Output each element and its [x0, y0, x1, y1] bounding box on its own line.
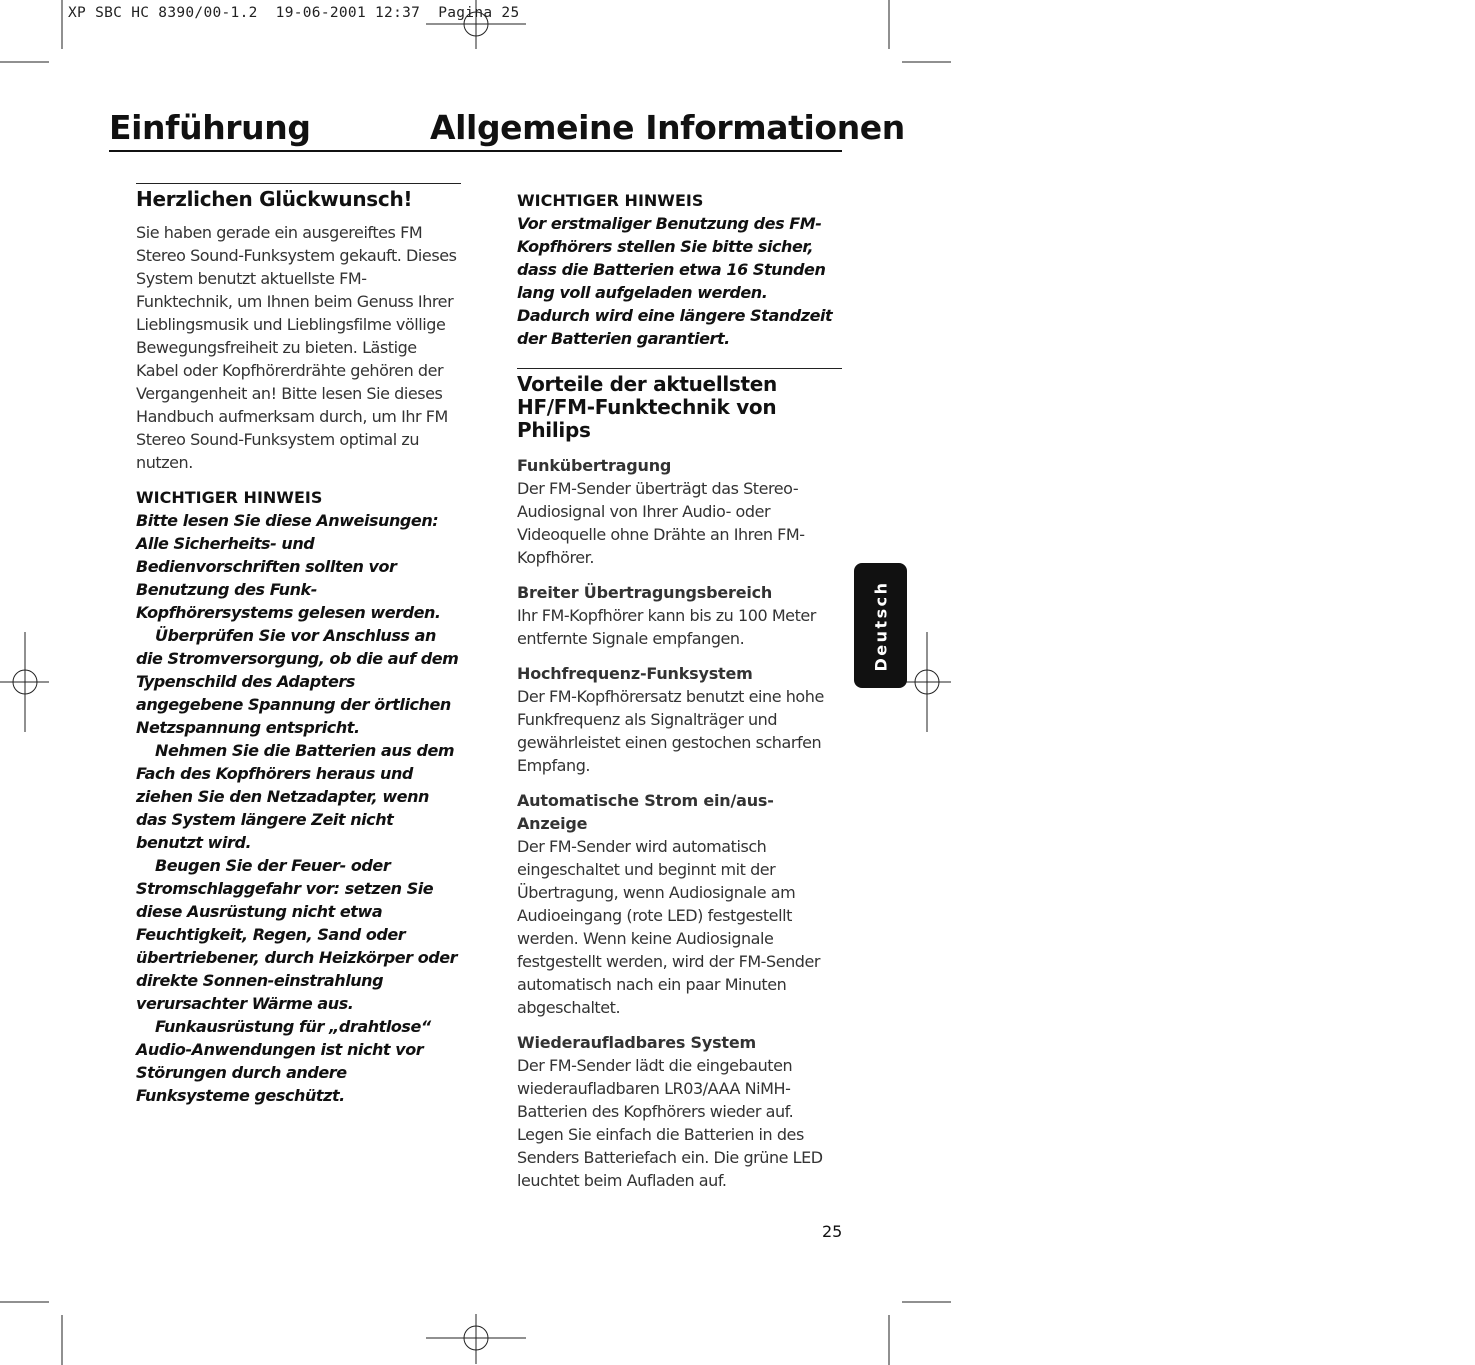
- language-tab-label: Deutsch: [871, 579, 890, 672]
- feature-text: Der FM-Kopfhörersatz benutzt eine hohe Funkfrequenz als Signalträger und gewährleistet einen gestochen scharfen Empfang.: [517, 687, 824, 775]
- notice-item: Nehmen Sie die Batterien aus dem Fach des Kopfhörers heraus und ziehen Sie den Netzadapter, wenn das System längere Zeit nicht benutzt wird.: [136, 741, 455, 852]
- feature-item: [517, 789, 842, 1019]
- language-tab: [854, 563, 907, 688]
- advantages-heading: Vorteile der aktuellsten HF/FM-Funktechnik von Philips: [517, 372, 777, 442]
- feature-text: Der FM-Sender überträgt das Stereo-Audiosignal von Ihrer Audio- oder Videoquelle ohne Drähte an Ihren FM-Kopfhörer.: [517, 479, 805, 567]
- feature-item: [517, 662, 842, 777]
- feature-text: Ihr FM-Kopfhörer kann bis zu 100 Meter entfernte Signale empfangen.: [517, 606, 816, 648]
- notice-text: Vor erstmaliger Benutzung des FM-Kopfhörers stellen Sie bitte sicher, dass die Batterien etwa 16 Stunden lang voll aufgeladen werden. Dadurch wird eine längere Standzeit der Batterien garantiert.: [517, 214, 833, 348]
- feature-text: Der FM-Sender wird automatisch eingeschaltet und beginnt mit der Übertragung, wenn Audiosignale am Audioeingang (rote LED) festgestellt werden. Wenn keine Audiosignale festgestellt werden, wird der FM-Sender automatisch nach ein paar Minuten abgeschaltet.: [517, 837, 821, 1017]
- notice-heading: WICHTIGER HINWEIS: [136, 488, 323, 507]
- feature-title: Wiederaufladbares System: [517, 1033, 756, 1052]
- feature-text: Der FM-Sender lädt die eingebauten wiederaufladbaren LR03/AAA NiMH-Batterien des Kopfhörers wieder auf. Legen Sie einfach die Batterien in des Senders Batteriefach ein. Die grüne LED leuchtet beim Aufladen auf.: [517, 1056, 823, 1190]
- notice-heading: WICHTIGER HINWEIS: [517, 191, 704, 210]
- congrats-heading: Herzlichen Glückwunsch!: [136, 187, 413, 211]
- notice-item: Funkausrüstung für „drahtlose“ Audio-Anwendungen ist nicht vor Störungen durch andere Funksysteme geschützt.: [136, 1017, 431, 1105]
- feature-item: [517, 581, 842, 650]
- feature-title: Breiter Übertragungsbereich: [517, 583, 773, 602]
- notice-item: Beugen Sie der Feuer- oder Stromschlaggefahr vor: setzen Sie diese Ausrüstung nicht etwa Feuchtigkeit, Regen, Sand oder übertriebener, durch Heizkörper oder direkte Sonnen-einstrahlung verursachter Wärme aus.: [136, 856, 458, 1013]
- left-column: [136, 183, 461, 1107]
- page-number: 25: [822, 1222, 843, 1241]
- section-rule: [136, 183, 461, 184]
- feature-title: Automatische Strom ein/aus-Anzeige: [517, 791, 774, 833]
- section-rule: [517, 368, 842, 369]
- feature-item: [517, 1031, 842, 1192]
- header-rule: [109, 150, 842, 152]
- feature-item: [517, 454, 842, 569]
- notice-item: Überprüfen Sie vor Anschluss an die Stromversorgung, ob die auf dem Typenschild des Adapters angegebene Spannung der örtlichen Netzspannung entspricht.: [136, 626, 459, 737]
- right-column: [517, 189, 842, 1204]
- notice-lead: Bitte lesen Sie diese Anweisungen: Alle Sicherheits- und Bedienvorschriften sollten vor Benutzung des Funk-Kopfhörersystems gelesen werden.: [136, 511, 441, 622]
- feature-title: Funkübertragung: [517, 456, 672, 475]
- header-section-title: Einführung: [109, 108, 311, 147]
- feature-title: Hochfrequenz-Funksystem: [517, 664, 753, 683]
- header-page-title: Allgemeine Informationen: [430, 108, 905, 147]
- print-slug: XP SBC HC 8390/00-1.2 19-06-2001 12:37 Pagina 25: [68, 5, 520, 21]
- intro-paragraph: Sie haben gerade ein ausgereiftes FM Stereo Sound-Funksystem gekauft. Dieses System benutzt aktuellste FM-Funktechnik, um Ihnen beim Genuss Ihrer Lieblingsmusik und Lieblingsfilme völlige Bewegungsfreiheit zu bieten. Lästige Kabel oder Kopfhörerdrähte gehören der Vergangenheit an! Bitte lesen Sie dieses Handbuch aufmerksam durch, um Ihr FM Stereo Sound-Funksystem optimal zu nutzen.: [136, 223, 457, 472]
